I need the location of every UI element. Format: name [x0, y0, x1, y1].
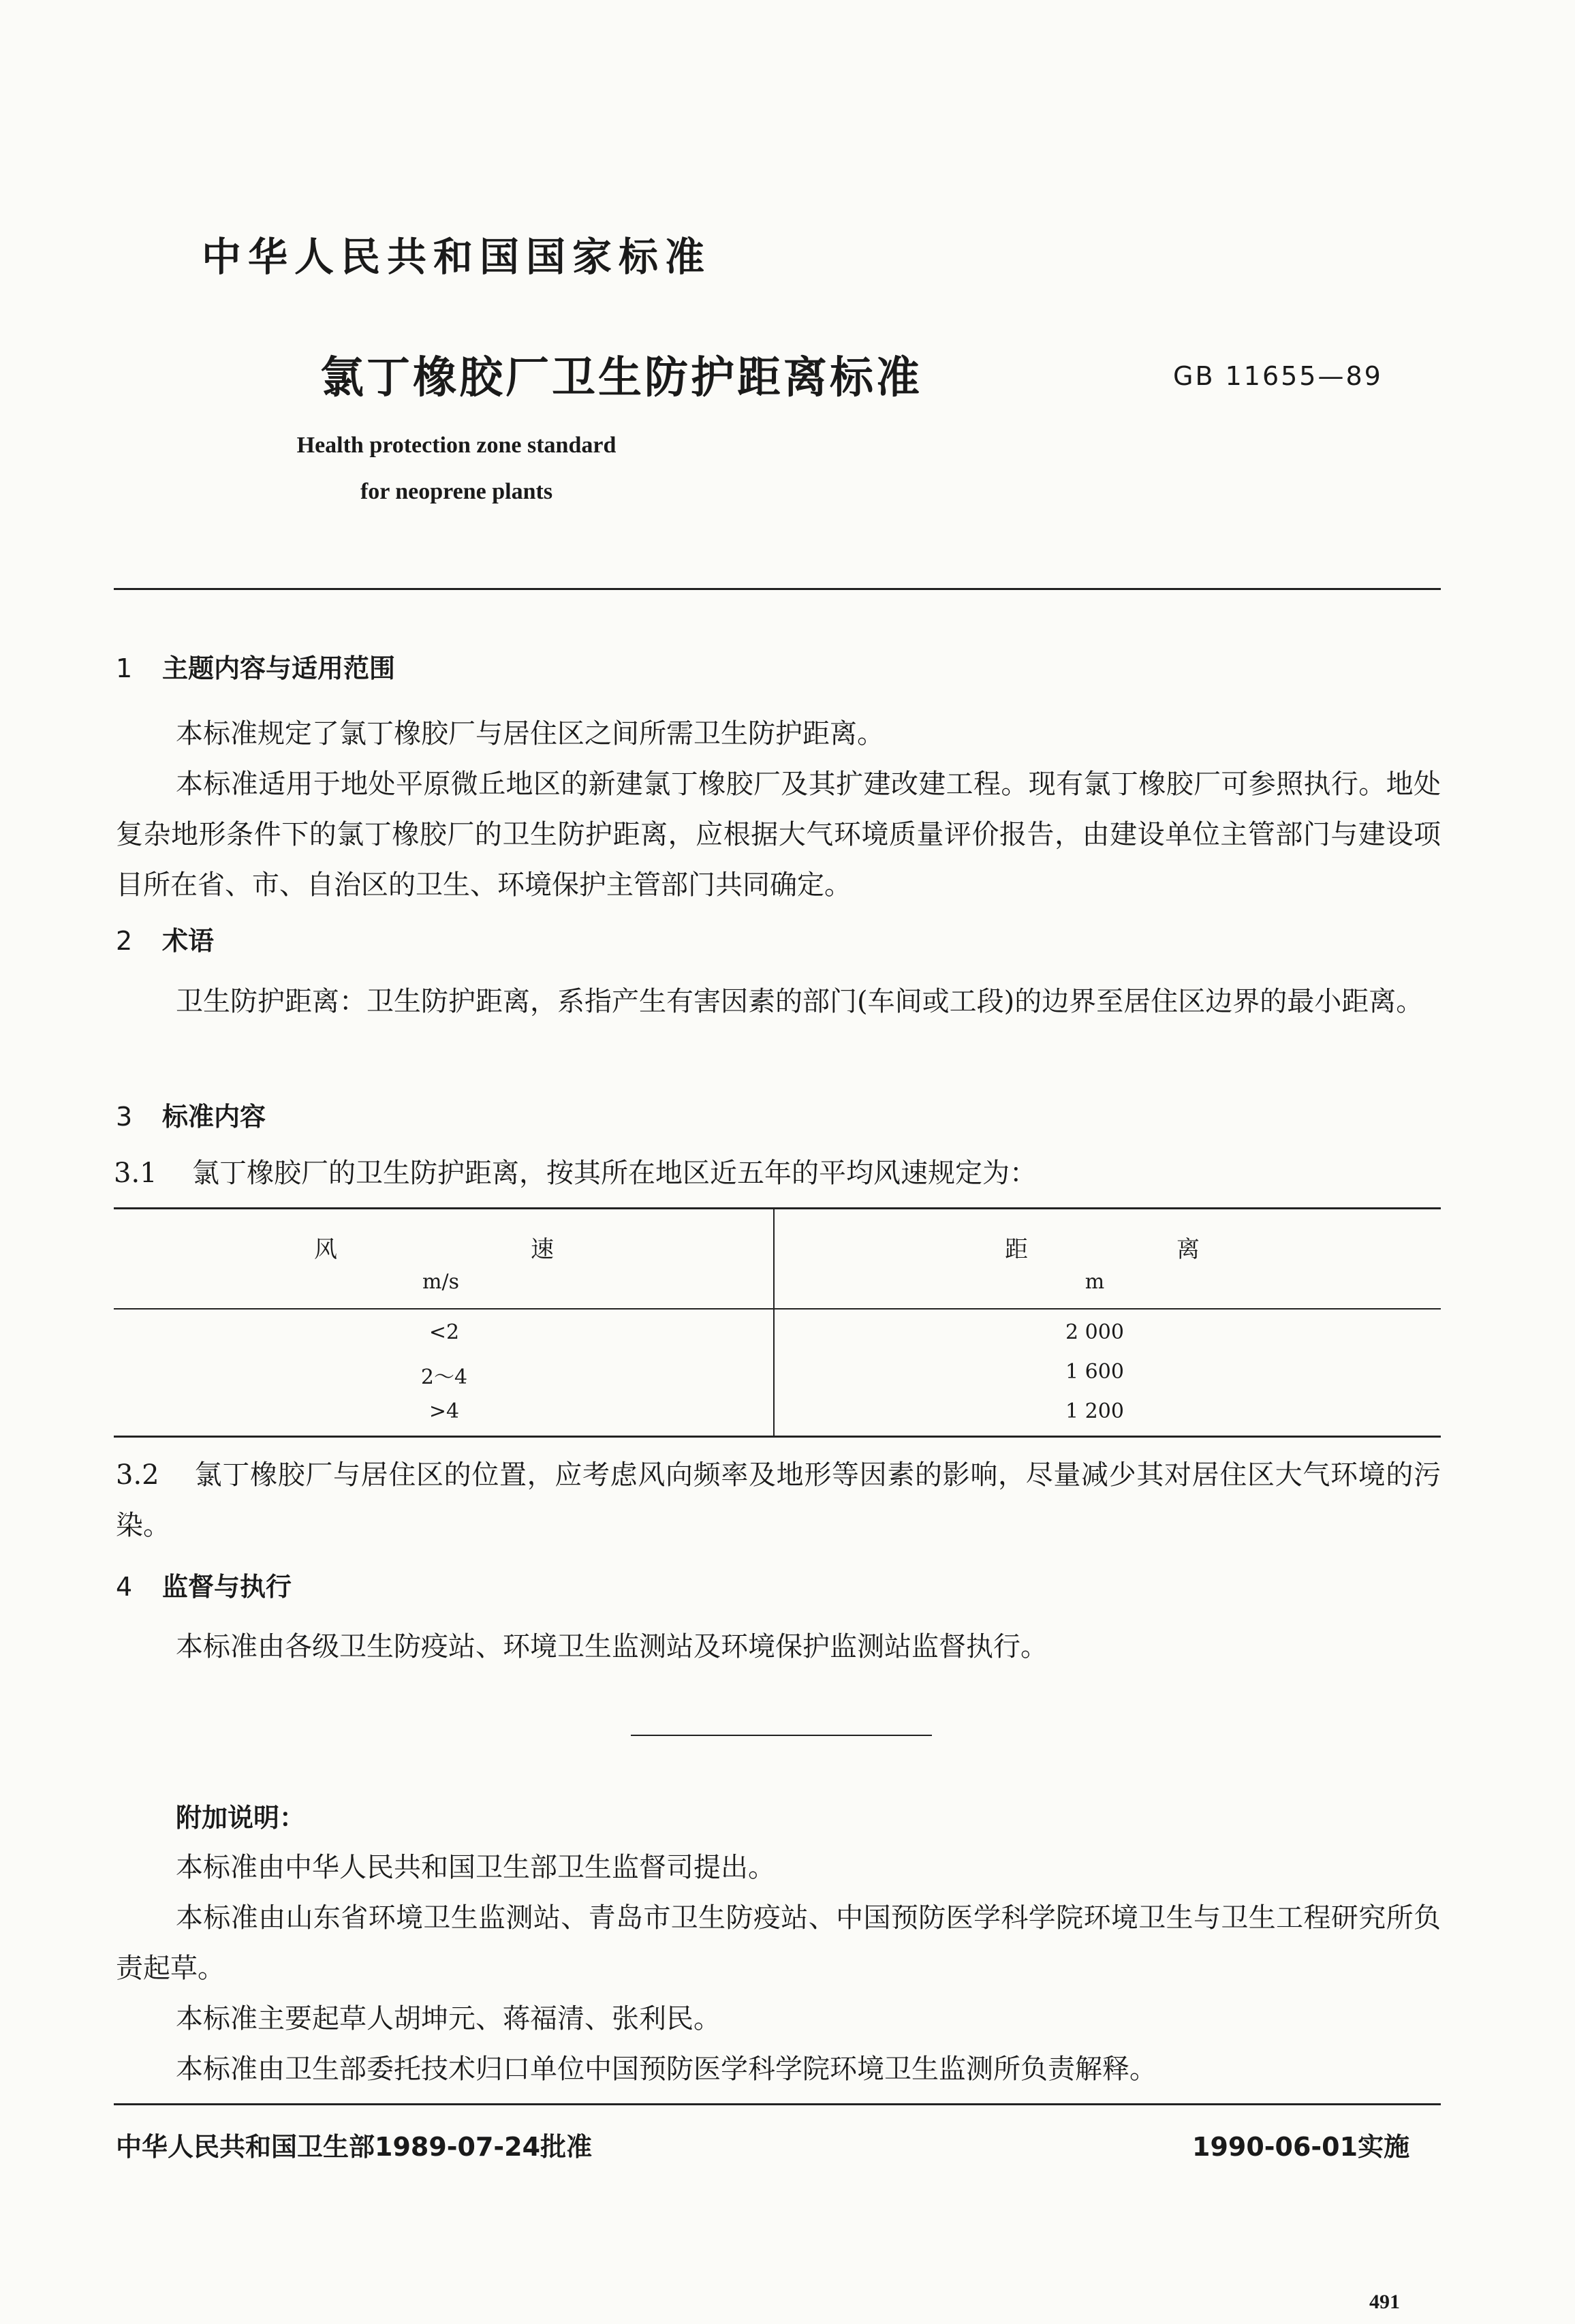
table-cell-wind: >4: [428, 1399, 460, 1423]
header-wind-char-1: 风: [314, 1236, 337, 1263]
header-distance-char-2: 离: [1176, 1236, 1200, 1263]
clause-3-2: [116, 1450, 1441, 1551]
effective-date: 1990-06-01实施: [1192, 2132, 1410, 2162]
national-standard-header: 中华人民共和国国家标准: [201, 234, 711, 280]
section-1-paragraph-2: 本标准适用于地处平原微丘地区的新建氯丁橡胶厂及其扩建改建工程。现有氯丁橡胶厂可参照执行。地处复杂地形条件下的氯丁橡胶厂的卫生防护距离，应根据大气环境质量评价报告，由建设单位主管部门与建设项目所在省、市、自治区的卫生、环境保护主管部门共同确定。: [116, 769, 1441, 901]
section-title: 标准内容: [162, 1102, 266, 1132]
table-bottom-rule: [114, 1436, 1441, 1438]
footer-divider: [114, 2103, 1441, 2105]
section-title: 监督与执行: [162, 1572, 292, 1602]
additional-note-4: 本标准由卫生部委托技术归口单位中国预防医学科学院环境卫生监测所负责解释。: [176, 2054, 1157, 2085]
standard-code: GB 11655—89: [1173, 361, 1383, 391]
table-cell-wind: 2～4: [420, 1365, 468, 1389]
table-cell-distance: 1 200: [1065, 1399, 1124, 1423]
section-number: 3: [116, 1102, 133, 1132]
distance-table: [114, 1207, 1441, 1438]
table-cell-distance: 1 600: [1065, 1360, 1124, 1384]
clause-number: 3.2: [116, 1459, 159, 1491]
additional-note-1: 本标准由中华人民共和国卫生部卫生监督司提出。: [176, 1852, 775, 1883]
section-number: 4: [116, 1572, 133, 1602]
table-top-rule: [114, 1207, 1441, 1209]
approval-line: 中华人民共和国卫生部1989-07-24批准: [116, 2132, 593, 2162]
page-number: 491: [1369, 2291, 1400, 2313]
section-1-paragraph-1: 本标准规定了氯丁橡胶厂与居住区之间所需卫生防护距离。: [176, 718, 884, 749]
section-number: 1: [116, 653, 133, 683]
table-column-divider: [773, 1207, 775, 1438]
end-of-text-divider: [631, 1735, 932, 1736]
section-number: 2: [116, 926, 133, 956]
header-distance-char-1: 距: [1005, 1236, 1028, 1263]
table-cell-wind: <2: [428, 1320, 460, 1344]
header-wind-unit: m/s: [422, 1270, 459, 1294]
clause-text: 氯丁橡胶厂与居住区的位置，应考虑风向频率及地形等因素的影响，尽量减少其对居住区大气环境的污染。: [116, 1459, 1441, 1541]
section-4-paragraph-1: 本标准由各级卫生防疫站、环境卫生监测站及环境保护监测站监督执行。: [176, 1631, 1048, 1662]
additional-note-2: 本标准由山东省环境卫生监测站、青岛市卫生防疫站、中国预防医学科学院环境卫生与卫生工程研究所负责起草。: [116, 1902, 1441, 1984]
header-wind-char-2: 速: [531, 1236, 554, 1263]
section-2-paragraph-1: 卫生防护距离：卫生防护距离，系指产生有害因素的部门(车间或工段)的边界至居住区边界的最小距离。: [176, 986, 1424, 1017]
section-2-heading: [116, 920, 214, 957]
document-title: 氯丁橡胶厂卫生防护距离标准: [320, 353, 922, 403]
additional-notes-title: 附加说明：: [176, 1803, 306, 1833]
section-1-heading: [116, 647, 395, 685]
english-title-line2: for neoprene plants: [360, 479, 553, 504]
top-divider: [114, 588, 1441, 590]
section-4-heading: [116, 1566, 292, 1603]
additional-note-3: 本标准主要起草人胡坤元、蒋福清、张利民。: [176, 2003, 721, 2034]
clause-text: 氯丁橡胶厂的卫生防护距离，按其所在地区近五年的平均风速规定为：: [192, 1158, 1037, 1189]
clause-3-1: [114, 1151, 1037, 1190]
english-title-line1: Health protection zone standard: [296, 433, 617, 458]
header-distance-unit: m: [1085, 1270, 1105, 1294]
table-cell-distance: 2 000: [1065, 1320, 1124, 1344]
section-title: 术语: [162, 926, 215, 956]
section-3-heading: [116, 1096, 266, 1133]
section-title: 主题内容与适用范围: [162, 653, 396, 683]
clause-number: 3.1: [114, 1158, 157, 1189]
table-header-rule: [114, 1308, 1441, 1310]
